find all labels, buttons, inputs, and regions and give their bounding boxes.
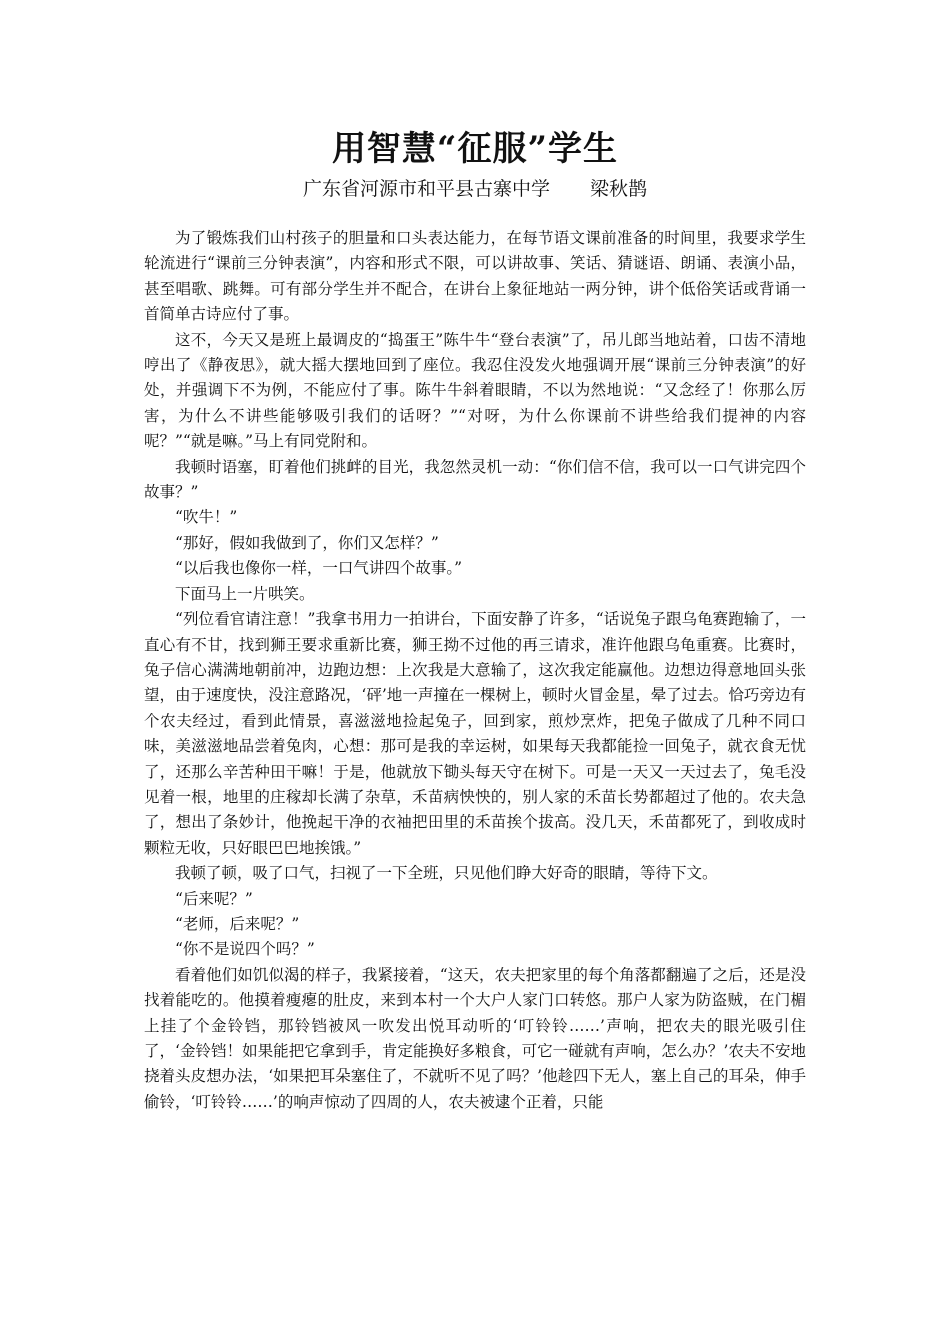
- paragraph: 下面马上一片哄笑。: [175, 584, 315, 603]
- article-title: 用智慧“征服”学生: [331, 129, 619, 169]
- paragraph: 我顿时语塞，盯着他们挑衅的目光，我忽然灵机一动：“你们信不信，我可以一口气讲完四个故事？”: [144, 457, 806, 502]
- article-byline: [0, 175, 950, 203]
- paragraph: 为了锻炼我们山村孩子的胆量和口头表达能力，在每节语文课前准备的时间里，我要求学生轮流进行“课前三分钟表演”，内容和形式不限，可以讲故事、笑话、猜谜语、朗诵、表演小品，甚至唱歌、跳舞。可有部分学生并不配合，在讲台上象征地站一两分钟，讲个低俗笑话或背诵一首简单古诗应付了事。: [144, 229, 806, 324]
- paragraph: 我顿了顿，吸了口气，扫视了一下全班，只见他们睁大好奇的眼睛，等待下文。: [175, 864, 718, 883]
- paragraph: “后来呢？”: [175, 889, 253, 908]
- paragraph: 这不，今天又是班上最调皮的“捣蛋王”陈牛牛“登台表演”了，吊儿郎当地站着，口齿不清地哼出了《静夜思》，就大摇大摆地回到了座位。我忍住没发火地强调开展“课前三分钟表演”的好处，并强调下不为例，不能应付了事。陈牛牛斜着眼睛，不以为然地说：“又念经了！你那么厉害，为什么不讲些能够吸引我们的话呀？”“对呀，为什么你课前不讲些给我们提神的内容呢？”“就是嘛。”马上有同党附和。: [144, 330, 806, 451]
- author-name: 梁秋鹊: [590, 178, 648, 200]
- paragraph: “以后我也像你一样，一口气讲四个故事。”: [175, 559, 463, 578]
- paragraph: “老师，后来呢？”: [175, 914, 300, 933]
- paragraph: 看着他们如饥似渴的样子，我紧接着，“这天，农夫把家里的每个角落都翻遍了之后，还是没找着能吃的。他摸着瘦瘪的肚皮，来到本村一个大户人家门口转悠。那户人家为防盗贼，在门楣上挂了个金铃铛，那铃铛被风一吹发出悦耳动听的‘叮铃铃……’声响，把农夫的眼光吸引住了，‘金铃铛！如果能把它拿到手，肯定能换好多粮食，可它一碰就有声响，怎么办？’农夫不安地挠着头皮想办法，‘如果把耳朵塞住了，不就听不见了吗？’他趁四下无人，塞上自己的耳朵，伸手偷铃，‘叮铃铃……’的响声惊动了四周的人，农夫被逮个正着，只能: [144, 965, 806, 1111]
- article-body: [144, 226, 806, 1115]
- paragraph: “列位看官请注意！”我拿书用力一拍讲台，下面安静了许多，“话说兔子跟乌龟赛跑输了，一直心有不甘，找到狮王要求重新比赛，狮王拗不过他的再三请求，准许他跟乌龟重赛。比赛时，兔子信心满满地朝前冲，边跑边想：上次我是大意输了，这次我定能赢他。边想边得意地回头张望，由于速度快，没注意路况，‘砰’地一声撞在一棵树上，顿时火冒金星，晕了过去。恰巧旁边有个农夫经过，看到此情景，喜滋滋地捡起兔子，回到家，煎炒烹炸，把兔子做成了几种不同口味，美滋滋地品尝着兔肉，心想：那可是我的幸运树，如果每天我都能捡一回兔子，就衣食无忧了，还那么辛苦种田干嘛！于是，他就放下锄头每天守在树下。可是一天又一天过去了，兔毛没见着一根，地里的庄稼却长满了杂草，禾苗病怏怏的，别人家的禾苗长势都超过了他的。农夫急了，想出了条妙计，他挽起干净的衣袖把田里的禾苗挨个拔高。没几天，禾苗都死了，到收成时颗粒无收，只好眼巴巴地挨饿。”: [144, 610, 806, 857]
- author-affiliation: 广东省河源市和平县古寨中学: [302, 178, 550, 200]
- paragraph: “你不是说四个吗？”: [175, 940, 315, 959]
- paragraph: “吹牛！”: [175, 508, 238, 527]
- paragraph: “那好，假如我做到了，你们又怎样？”: [175, 533, 439, 552]
